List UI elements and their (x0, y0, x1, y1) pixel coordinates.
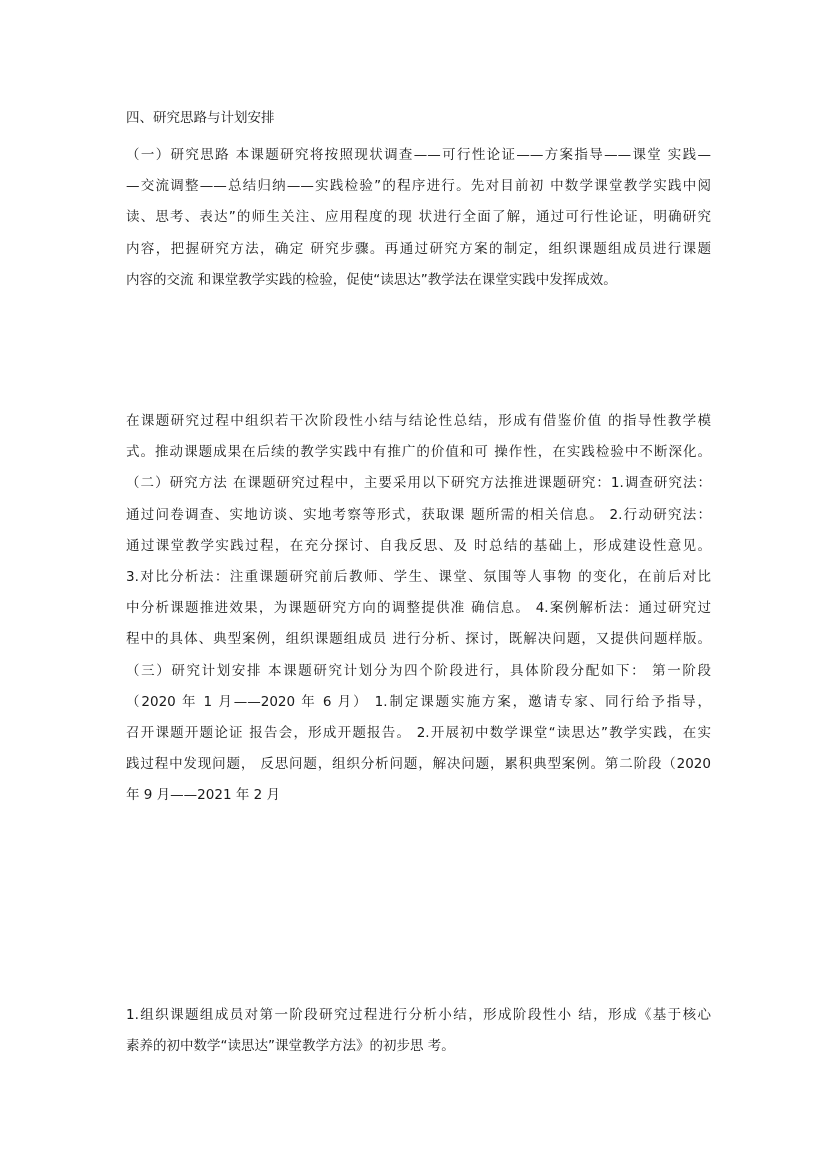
text-line: 式。推动课题成果在后续的教学实践中有推广的价值和可 操作性，在实践检验中不断深化。 (126, 444, 711, 461)
text-line: （一）研究思路 本课题研究将按照现状调查——可行性论证——方案指导——课堂 实践— (126, 147, 711, 163)
text-line: 1.组织课题组成员对第一阶段研究过程进行分析小结，形成阶段性小 结，形成《基于核心 (126, 1007, 711, 1023)
text-line: 程中的具体、典型案例，组织课题组成员 进行分析、探讨，既解决问题，又提供问题样版。 (126, 631, 711, 648)
text-line: 通过课堂教学实践过程，在充分探讨、自我反思、及 时总结的基础上，形成建设性意见。 (126, 537, 711, 554)
text-line: 召开课题开题论证 报告会，形成开题报告。 2.开展初中数学课堂“读思达”教学实践，在实 (126, 725, 711, 742)
text-line: （2020 年 1 月——2020 年 6 月） 1.制定课题实施方案，邀请专家、同行给予指导， (126, 693, 711, 710)
text-line: 年 9 月——2021 年 2 月 (126, 787, 280, 804)
text-line: 中分析课题推进效果，为课题研究方向的调整提供准 确信息。 4.案例解析法：通过研究过 (126, 600, 711, 617)
paragraph-stage-two-tasks (126, 1000, 711, 1062)
section-heading: 四、研究思路与计划安排 (126, 110, 275, 126)
text-line: （三）研究计划安排 本课题研究计划分为四个阶段进行，具体阶段分配如下： 第一阶段 (126, 662, 711, 679)
text-line: 在课题研究过程中组织若干次阶段性小结与结论性总结，形成有借鉴价值 的指导性教学模 (126, 413, 711, 429)
text-line: —交流调整——总结归纳——实践检验”的程序进行。先对目前初 中数学课堂教学实践中阅 (126, 178, 711, 195)
text-line: 内容，把握研究方法，确定 研究步骤。再通过研究方案的制定，组织课题组成员进行课题 (126, 240, 711, 257)
text-line: （二）研究方法 在课题研究过程中，主要采用以下研究方法推进课题研究：1.调查研究法： (126, 475, 711, 492)
text-line: 践过程中发现问题， 反思问题，组织分析问题，解决问题，累积典型案例。第二阶段（2020 (126, 756, 711, 773)
text-line: 通过问卷调查、实地访谈、实地考察等形式，获取课 题所需的相关信息。 2.行动研究法： (126, 506, 711, 523)
text-line: 读、思考、表达”的师生关注、应用程度的现 状进行全面了解，通过可行性论证，明确研究 (126, 209, 711, 226)
text-line: 内容的交流 和课堂教学实践的检验，促使“读思达”教学法在课堂实践中发挥成效。 (126, 271, 617, 288)
text-line: 素养的初中数学“读思达”课堂教学方法》的初步思 考。 (126, 1038, 455, 1055)
paragraph-research-methods-and-plan (126, 406, 711, 812)
text-line: 3.对比分析法：注重课题研究前后教师、学生、课堂、氛围等人事物 的变化，在前后对比 (126, 569, 711, 586)
paragraph-research-approach (126, 140, 711, 296)
